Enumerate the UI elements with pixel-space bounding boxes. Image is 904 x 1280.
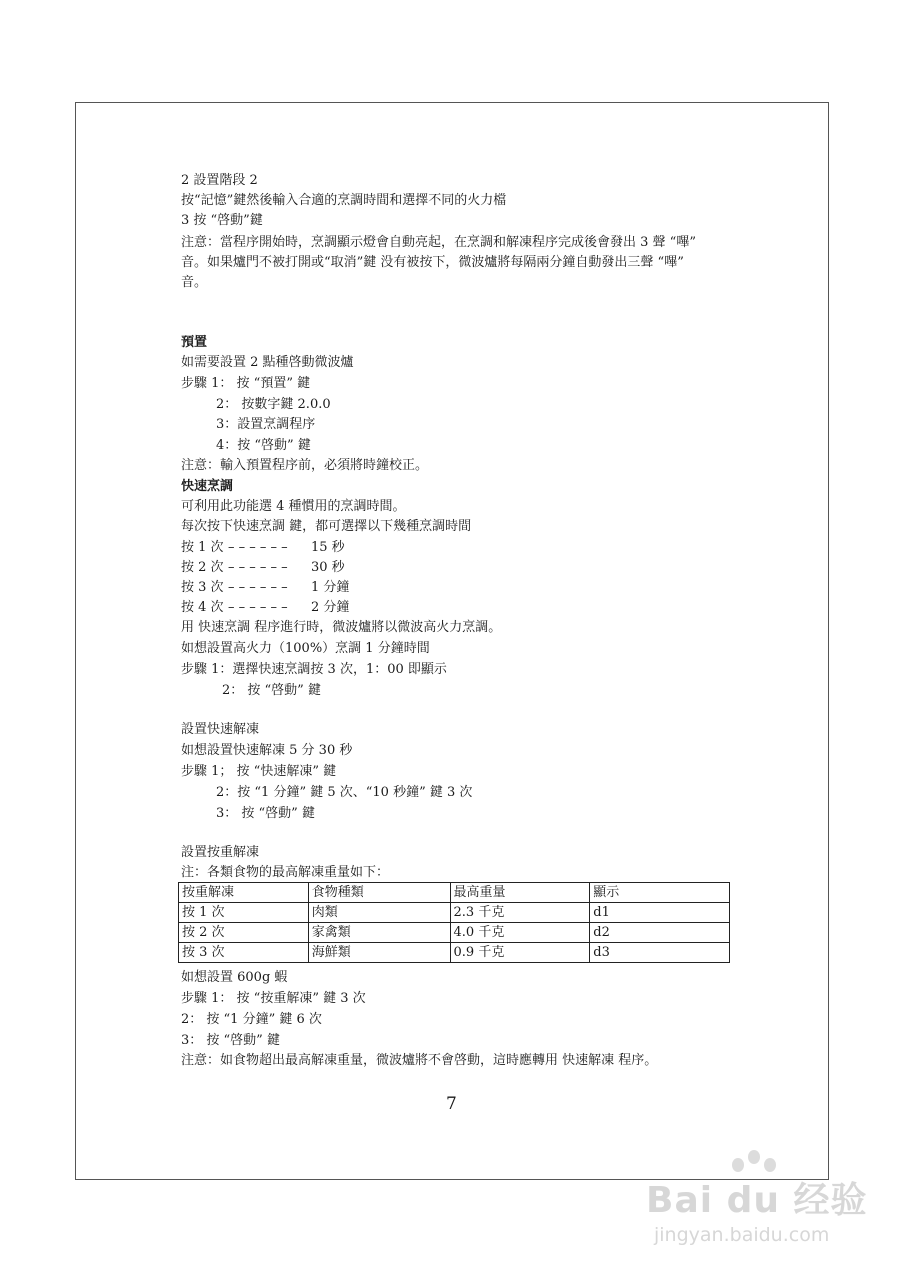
table-header-cell: 食物種類 bbox=[308, 883, 450, 903]
watermark-brand: Bai du 经验 bbox=[646, 1180, 868, 1221]
stage2-note-line3: 音。 bbox=[181, 275, 208, 290]
weight-defrost-step1: 步驟 1： 按 “按重解凍” 鍵 3 次 bbox=[181, 991, 366, 1006]
preset-step1: 步驟 1： 按 “預置” 鍵 bbox=[181, 376, 311, 391]
press-row-2-dashes: – – – – – – bbox=[228, 560, 288, 575]
table-cell: 0.9 千克 bbox=[450, 943, 590, 963]
quick-defrost-line1: 如想設置快速解凍 5 分 30 秒 bbox=[181, 743, 353, 758]
weight-defrost-note: 注：各類食物的最高解凍重量如下： bbox=[181, 865, 390, 880]
press-row-1-label: 按 1 次 bbox=[181, 540, 224, 555]
quick-cook-step2: 2： 按 “啓動” 鍵 bbox=[222, 683, 321, 698]
weight-defrost-final-note: 注意：如食物超出最高解凍重量，微波爐將不會啓動，這時應轉用 快速解凍 程序。 bbox=[181, 1053, 658, 1068]
preset-step2: 2： 按數字鍵 2.0.0 bbox=[216, 397, 331, 412]
quick-defrost-step2: 2：按 “1 分鐘” 鍵 5 次、“10 秒鐘” 鍵 3 次 bbox=[216, 785, 473, 800]
table-cell: 2.3 千克 bbox=[450, 903, 590, 923]
preset-step3: 3：設置烹調程序 bbox=[216, 417, 316, 432]
quick-defrost-title: 設置快速解凍 bbox=[181, 722, 260, 737]
weight-defrost-title: 設置按重解凍 bbox=[181, 845, 260, 860]
preset-title: 預置 bbox=[181, 335, 208, 350]
table-cell: 4.0 千克 bbox=[450, 923, 590, 943]
paw-icon bbox=[732, 1158, 744, 1172]
stage2-note-line2: 音。如果爐門不被打開或“取消”鍵 没有被按下，微波爐將每隔兩分鐘自動發出三聲 “嗶” bbox=[181, 255, 684, 270]
table-cell: 家禽類 bbox=[308, 923, 450, 943]
stage2-note-line1: 注意：當程序開始時，烹調顯示燈會自動亮起，在烹調和解凍程序完成後會發出 3 聲 “嗶” bbox=[181, 235, 696, 250]
quick-cook-line2: 每次按下快速烹調 鍵，都可選擇以下幾種烹調時間 bbox=[181, 519, 472, 534]
table-row bbox=[179, 903, 730, 923]
weight-defrost-example: 如想設置 600g 蝦 bbox=[181, 970, 288, 985]
press-row-4-label: 按 4 次 bbox=[181, 600, 224, 615]
press-row-1-value: 15 秒 bbox=[311, 540, 345, 555]
press-row-1-dashes: – – – – – – bbox=[228, 540, 288, 555]
quick-cook-line4: 如想設置高火力（100%）烹調 1 分鐘時間 bbox=[181, 641, 430, 656]
watermark-url: jingyan.baidu.com bbox=[654, 1224, 830, 1246]
table-cell: d2 bbox=[590, 923, 730, 943]
quick-cook-line1: 可利用此功能選 4 種慣用的烹調時間。 bbox=[181, 499, 406, 514]
quick-cook-step1: 步驟 1：選擇快速烹調按 3 次，1：00 即顯示 bbox=[181, 662, 447, 677]
press-row-3-value: 1 分鐘 bbox=[311, 580, 350, 595]
table-cell: 按 3 次 bbox=[179, 943, 309, 963]
quick-defrost-step3: 3： 按 “啓動” 鍵 bbox=[216, 806, 315, 821]
stage2-heading: 2 設置階段 2 bbox=[181, 173, 258, 188]
page-number: 7 bbox=[446, 1094, 457, 1114]
table-cell: 按 2 次 bbox=[179, 923, 309, 943]
table-header-cell: 顯示 bbox=[590, 883, 730, 903]
preset-step4: 4：按 “啓動” 鍵 bbox=[216, 438, 311, 453]
preset-intro: 如需要設置 2 點種啓動微波爐 bbox=[181, 355, 354, 370]
baidu-watermark bbox=[640, 1140, 890, 1280]
table-cell: 海鮮類 bbox=[308, 943, 450, 963]
press-row-3-label: 按 3 次 bbox=[181, 580, 224, 595]
table-header-row bbox=[179, 883, 730, 903]
table-header-cell: 按重解凍 bbox=[179, 883, 309, 903]
quick-defrost-step1: 步驟 1； 按 “快速解凍” 鍵 bbox=[181, 764, 337, 779]
weight-defrost-step3: 3： 按 “啓動” 鍵 bbox=[181, 1033, 280, 1048]
quick-cook-line3: 用 快速烹調 程序進行時，微波爐將以微波高火力烹調。 bbox=[181, 620, 502, 635]
paw-icon bbox=[748, 1150, 760, 1164]
paw-icon bbox=[764, 1158, 776, 1172]
table-cell: 肉類 bbox=[308, 903, 450, 923]
quick-cook-title: 快速烹調 bbox=[181, 479, 234, 494]
press-row-4-dashes: – – – – – – bbox=[228, 600, 288, 615]
press-row-2-value: 30 秒 bbox=[311, 560, 345, 575]
stage2-start-step: 3 按 “啓動”鍵 bbox=[181, 213, 263, 228]
table-cell: 按 1 次 bbox=[179, 903, 309, 923]
table-cell: d3 bbox=[590, 943, 730, 963]
press-row-4-value: 2 分鐘 bbox=[311, 600, 350, 615]
table-header-cell: 最高重量 bbox=[450, 883, 590, 903]
defrost-weight-table bbox=[178, 882, 730, 963]
preset-note: 注意：輸入預置程序前，必須將時鐘校正。 bbox=[181, 458, 429, 473]
press-row-3-dashes: – – – – – – bbox=[228, 580, 288, 595]
weight-defrost-step2: 2： 按 “1 分鐘” 鍵 6 次 bbox=[181, 1012, 322, 1027]
table-cell: d1 bbox=[590, 903, 730, 923]
table-row bbox=[179, 923, 730, 943]
press-row-2-label: 按 2 次 bbox=[181, 560, 224, 575]
stage2-instruction: 按“記憶”鍵然後輸入合適的烹調時間和選擇不同的火力檔 bbox=[181, 193, 507, 208]
table-row bbox=[179, 943, 730, 963]
